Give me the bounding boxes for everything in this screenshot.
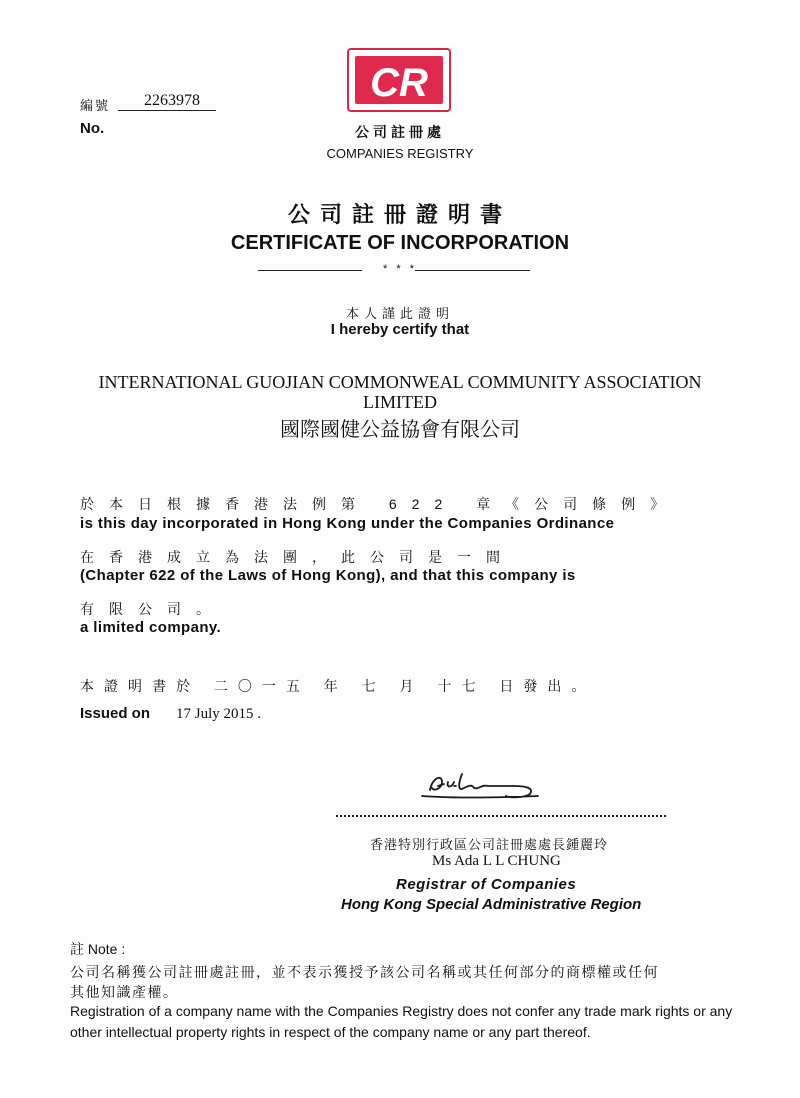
certificate-title-zh: 公司註冊證明書 [287, 202, 512, 227]
body-text-en-3: a limited company. [80, 619, 222, 636]
registrar-title-zh: 香港特別行政區公司註冊處處長鍾麗玲 [370, 837, 609, 852]
registrar-signature [418, 768, 553, 808]
registry-name-zh: 公司註冊處 [355, 124, 445, 140]
title-divider-right [415, 270, 530, 271]
logo-frame [347, 48, 451, 112]
note-heading: 註 Note : [70, 941, 126, 957]
companies-registry-logo [347, 48, 451, 112]
body-text-zh-3: 有限公司。 [80, 601, 225, 617]
registry-name-en: COMPANIES REGISTRY [326, 146, 474, 161]
number-label-zh: 編號 [80, 98, 111, 113]
logo-badge [355, 56, 443, 104]
logo-text: CR [370, 61, 428, 104]
registrar-title-en: Registrar of Companies [396, 876, 577, 893]
note-text-zh-2: 其他知識產權。 [70, 984, 179, 1000]
company-name-en-line1: INTERNATIONAL GUOJIAN COMMONWEAL COMMUNITY ASSOCIATION [98, 372, 702, 392]
certificate-number: 2263978 [118, 92, 216, 111]
region-name: Hong Kong Special Administrative Region [341, 896, 642, 913]
issue-date-en: 17 July 2015 . [176, 706, 262, 722]
note-text-zh-1: 公司名稱獲公司註冊處註冊，並不表示獲授予該公司名稱或其任何部分的商標權或任何 [70, 964, 659, 980]
issued-on-label: Issued on [80, 705, 151, 722]
certify-text-zh: 本人謹此證明 [345, 306, 454, 321]
body-text-en-1: is this day incorporated in Hong Kong under the Companies Ordinance [80, 515, 615, 532]
body-text-en-2: (Chapter 622 of the Laws of Hong Kong), and that this company is [80, 567, 576, 584]
certificate-title-en: CERTIFICATE OF INCORPORATION [230, 232, 570, 254]
body-text-zh-1: 於本日根據香港法例第 622 章《公司條例》 [80, 496, 680, 512]
company-name-en [0, 372, 800, 412]
number-label-en: No. [80, 120, 105, 137]
title-divider-stars: * * * [383, 263, 417, 275]
logo-cr-mark [355, 56, 443, 104]
body-text-zh-2: 在香港成立為法團，此公司是一間 [80, 549, 515, 565]
note-text-en: Registration of a company name with the Companies Registry does not confer any trade mark rights or any other intellectual property rights in respect of the company name or any part thereof. [70, 1003, 733, 1040]
issue-date-zh: 本證明書於 二〇一五 年 七 月 十七 日發出。 [80, 678, 596, 694]
certify-text-en: I hereby certify that [330, 321, 470, 338]
registrar-name: Ms Ada L L CHUNG [432, 853, 561, 869]
company-name-zh: 國際國健公益協會有限公司 [280, 419, 520, 441]
signature-line [336, 815, 666, 817]
company-name-en-line2: LIMITED [363, 392, 437, 412]
